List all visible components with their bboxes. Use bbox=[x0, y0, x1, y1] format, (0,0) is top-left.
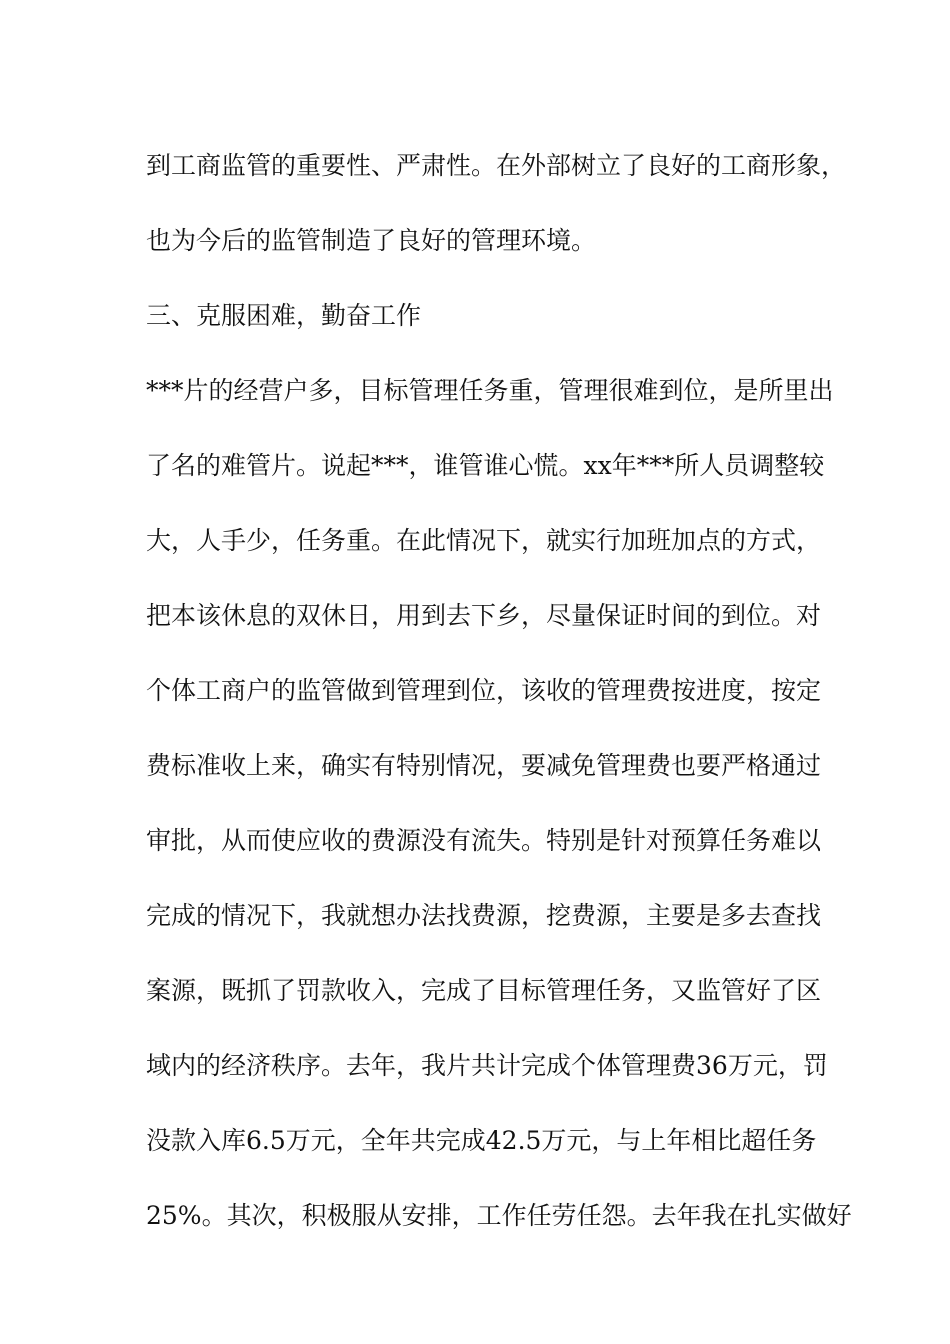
document-body bbox=[146, 128, 852, 1253]
paragraph-line: 域内的经济秩序。去年，我片共计完成个体管理费36万元，罚 bbox=[146, 1051, 828, 1080]
paragraph-line: 大，人手少，任务重。在此情况下，就实行加班加点的方式， bbox=[146, 526, 822, 555]
paragraph-line: 到工商监管的重要性、严肃性。在外部树立了良好的工商形象， bbox=[146, 151, 847, 180]
paragraph-line: 把本该休息的双休日，用到去下乡，尽量保证时间的到位。对 bbox=[146, 601, 822, 630]
paragraph-line: 费标准收上来，确实有特别情况，要减免管理费也要严格通过 bbox=[146, 751, 822, 780]
paragraph-line: 没款入库6.5万元，全年共完成42.5万元，与上年相比超任务 bbox=[146, 1126, 817, 1155]
paragraph-line: 25%。其次，积极服从安排，工作任劳任怨。去年我在扎实做好 bbox=[146, 1201, 852, 1230]
paragraph-line: ***片的经营户多，目标管理任务重，管理很难到位，是所里出 bbox=[146, 376, 834, 405]
paragraph-line: 审批，从而使应收的费源没有流失。特别是针对预算任务难以 bbox=[146, 826, 822, 855]
paragraph-line: 个体工商户的监管做到管理到位，该收的管理费按进度，按定 bbox=[146, 676, 822, 705]
paragraph-line: 了名的难管片。说起***，谁管谁心慌。xx年***所人员调整较 bbox=[146, 451, 825, 480]
paragraph-line: 也为今后的监管制造了良好的管理环境。 bbox=[146, 226, 597, 255]
section-heading: 三、克服困难，勤奋工作 bbox=[146, 301, 422, 330]
paragraph-line: 完成的情况下，我就想办法找费源，挖费源，主要是多去查找 bbox=[146, 901, 822, 930]
paragraph-line: 案源，既抓了罚款收入，完成了目标管理任务，又监管好了区 bbox=[146, 976, 822, 1005]
